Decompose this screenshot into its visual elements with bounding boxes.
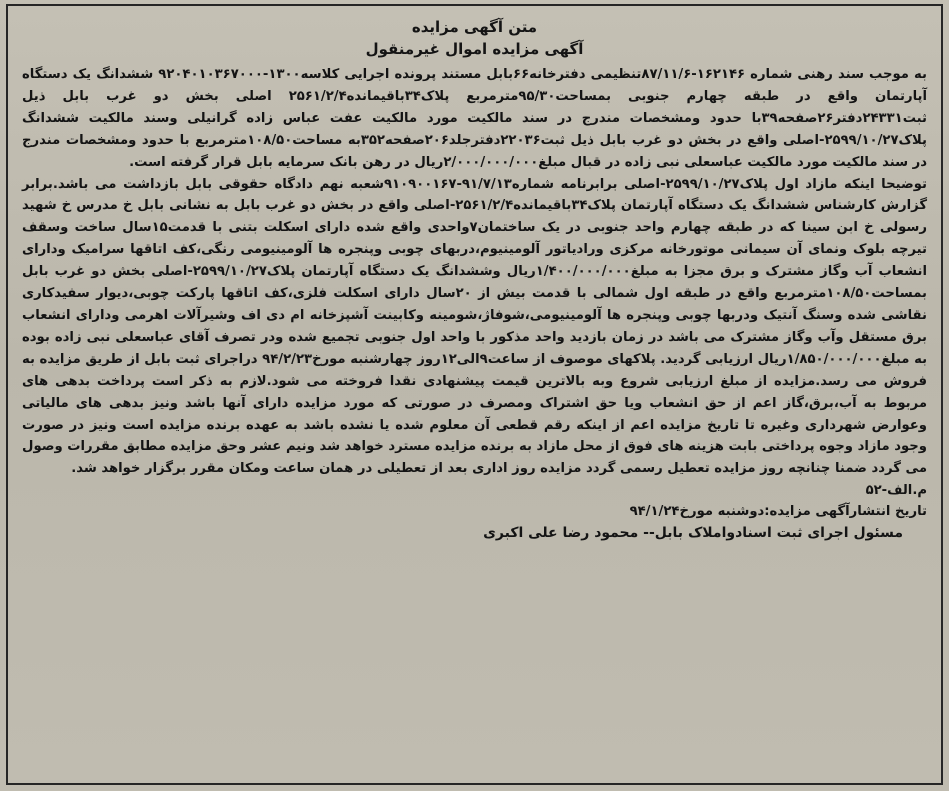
publication-date-line: تاریخ انتشارآگهی مزایده:دوشنبه مورخ۹۴/۱/۲۴ — [629, 504, 927, 520]
notice-subtitle: آگهی مزایده اموال غیرمنقول — [365, 40, 584, 58]
notice-body — [22, 64, 927, 480]
notice-paragraph-mortgage: به موجب سند رهنی شماره ۱۶۲۱۴۶-۸۷/۱۱/۶تنظیمی دفترخانه۶۶بابل مستند پرونده اجرایی کلاسه۱۳۰۰-۹۲۰۴۰۱۰۳۶۷۰۰۰ ششدانگ یک دستگاه آپارتمان واقع در طبقه چهارم جنوبی بمساحت۹۵/۳۰مترمربع پلاک۳۴باقیمانده۲۵۶۱/۲/۴ اصلی بخش دو غرب بابل ذیل ثبت۲۴۳۳۱دفتر۲۶صفحه۳۹با حدود ومشخصات مندرج در سند مالکیت مورد مالکیت عفت عباس زاده گرانیلی وسند مالکیت ششدانگ پلاک۲۵۹۹/۱۰/۲۷-اصلی واقع در بخش دو غرب بابل ذیل ثبت۲۲۰۳۶دفترجلد۲۰۶صفحه۳۵۲به مساحت۱۰۸/۵۰مترمربع با حدود ومشخصات مندرج در سند مالکیت مورد مالکیت عباسعلی نبی زاده در قبال مبلغ۲/۰۰۰/۰۰۰/۰۰۰ریال در رهن بانک سرمایه بابل قرار گرفته است. — [22, 67, 928, 170]
signature-line: مسئول اجرای ثبت اسنادواملاک بابل-- محمود رضا علی اکبری — [483, 525, 903, 542]
notice-frame — [6, 4, 943, 785]
notice-title: متن آگهی مزایده — [411, 18, 538, 36]
notice-paragraph-details: توضیحا اینکه مازاد اول پلاک۲۵۹۹/۱۰/۲۷-اصلی برابرنامه شماره۹۱/۷/۱۳-۹۱۰۹۰۰۱۶۷شعبه نهم دادگاه حقوقی بابل بازداشت می باشد.برابر گزارش کارشناس ششدانگ یک دستگاه آپارتمان پلاک۳۴باقیمانده۲۵۶۱/۲/۴-اصلی واقع در بخش دو غرب بابل به نشانی بابل خ مدرس خ شهید رسولی خ ابن سینا که در طبقه چهارم واحد جنوبی در یک ساختمان۷واحدی واقع شده دارای اسکلت بتنی با قدمت۱۵سال ساخت وسقف تیرچه بلوک ونمای آن سیمانی موتورخانه مرکزی ورادیاتور آلومینیوم،دربهای چوبی وپنجره ها آلومینیومی رنگی،کف اتاقها سرامیک ودارای انشعاب آب وگاز مشترک و برق مجزا به مبلغ۱/۴۰۰/۰۰۰/۰۰۰ریال وششدانگ یک دستگاه آپارتمان پلاک۲۵۹۹/۱۰/۲۷-اصلی بخش دو غرب بابل بمساحت۱۰۸/۵۰مترمربع واقع در طبقه اول شمالی با قدمت بیش از ۲۰سال دارای اسکلت فلزی،کف اتاقها پارکت چوبی،دیوار سفیدکاری نقاشی شده وسنگ آنتیک ودربها چوبی وپنجره ها آلومینیومی،شوفاژ،شومینه وکابینت آشپزخانه ام دی اف وشیرآلات اهرمی ودارای انشعاب برق مستقل وآب وگاز مشترک می باشد در زمان بازدید واحد مذکور با واحد اول جنوبی تجمیع شده ودر تصرف آقای عباسعلی نبی زاده بوده به مبلغ۱/۸۵۰/۰۰۰/۰۰۰ریال ارزیابی گردید. پلاکهای موصوف از ساعت۹الی۱۲روز چهارشنبه مورخ۹۴/۲/۲۳ دراجرای ثبت بابل از طریق مزایده به فروش می رسد.مزایده از مبلغ ارزیابی شروع وبه بالاترین قیمت پیشنهادی نقدا فروخته می شود.لازم به ذکر است پرداخت بدهی های مربوط به آب،برق،گاز اعم از حق انشعاب ویا حق اشتراک ومصرف در صورتی که مورد مزایده دارای آنها باشد ونیز بدهی های مالیاتی وعوارض شهرداری وغیره تا تاریخ مزایده اعم از اینکه رقم قطعی آن معلوم شده یا نشده باشد به عهده برنده مزایده است ونیز در صورت وجود مازاد وجوه پرداختی بابت هزینه های فوق از محل مازاد به برنده مزایده مسترد خواهد شد ونیم عشر وحق مزایده مطابق مقررات وصول می گردد ضمنا چنانچه روز مزایده تعطیل رسمی گردد مزایده روز اداری بعد از تعطیلی در همان ساعت ومکان مقرر برگزار خواهد شد. — [22, 176, 928, 477]
notice-code: م.الف-۵۲ — [865, 483, 927, 499]
